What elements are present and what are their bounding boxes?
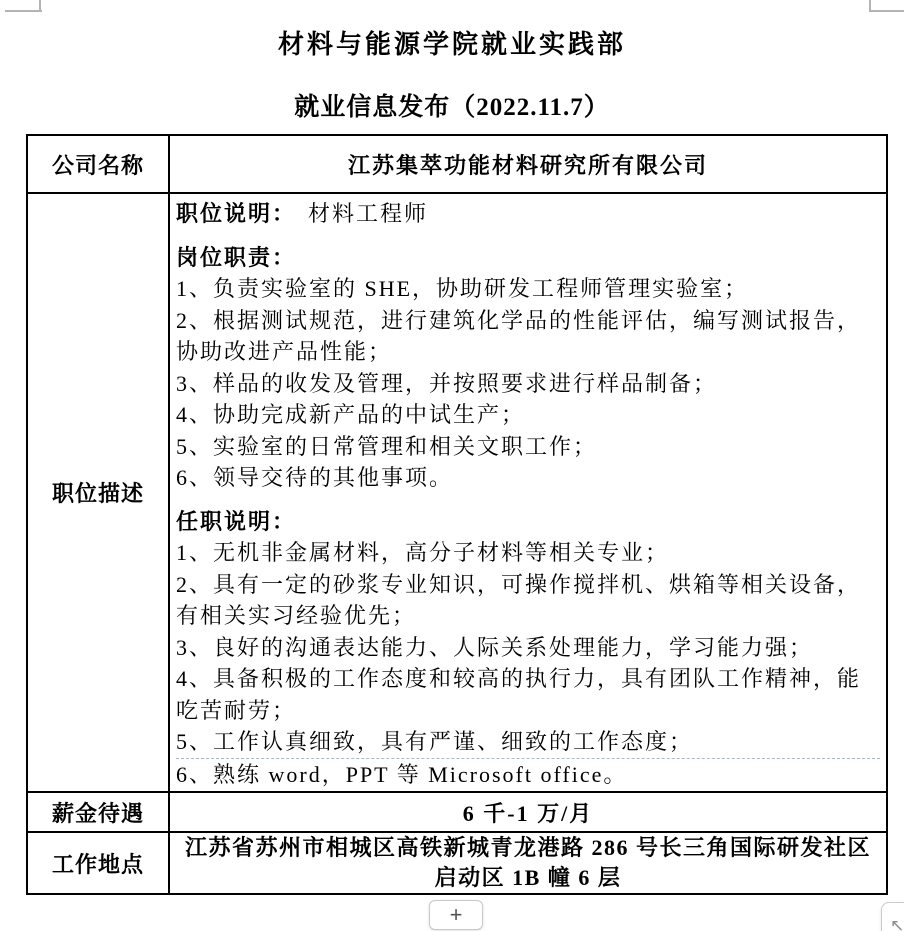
requirement-item: 2、具有一定的砂浆专业知识，可操作搅拌机、烘箱等相关设备，有相关实习经验优先； — [176, 571, 862, 628]
duties-heading: 岗位职责： — [176, 244, 297, 270]
document-subtitle: 就业信息发布（2022.11.7） — [294, 94, 610, 121]
duty-item: 5、实验室的日常管理和相关文职工作； — [176, 433, 598, 459]
corner-arrow-button[interactable] — [881, 902, 904, 931]
table-row-position — [28, 192, 886, 791]
add-page-button[interactable] — [429, 900, 483, 930]
requirement-item: 5、工作认真细致，具有严谨、细致的工作态度； — [176, 726, 880, 759]
salary-label: 薪金待遇 — [28, 793, 170, 831]
position-summary-value: 材料工程师 — [308, 201, 429, 226]
document-title: 材料与能源学院就业实践部 — [277, 30, 626, 59]
requirement-item: 3、良好的沟通表达能力、人际关系处理能力，学习能力强； — [176, 634, 814, 660]
duty-item: 6、领导交待的其他事项。 — [176, 465, 454, 490]
requirements-list — [176, 537, 880, 790]
company-name-value: 江苏集萃功能材料研究所有限公司 — [347, 152, 708, 178]
position-summary-line — [176, 198, 880, 230]
page-corner-mark-top-right-horizontal — [869, 10, 904, 12]
paragraph-gap — [176, 230, 880, 242]
page-corner-mark-top-left-horizontal — [5, 10, 42, 12]
requirements-heading: 任职说明： — [176, 508, 297, 534]
table-row-company — [28, 136, 886, 192]
duty-item: 3、样品的收发及管理，并按照要求进行样品制备； — [176, 370, 718, 396]
requirement-item: 6、熟练 word，PPT 等 Microsoft office。 — [176, 761, 628, 787]
table-row-salary — [28, 791, 886, 831]
job-info-table — [26, 134, 888, 895]
salary-value: 6 千-1 万/月 — [462, 800, 594, 826]
requirement-item: 1、无机非金属材料，高分子材料等相关专业； — [176, 540, 670, 565]
arrow-up-left-icon: ↖ — [890, 915, 904, 931]
duty-item: 4、协助完成新产品的中试生产； — [176, 402, 526, 427]
paragraph-gap — [176, 494, 880, 506]
table-row-location — [28, 831, 886, 893]
duty-item: 1、负责实验室的 SHE，协助研发工程师管理实验室； — [176, 276, 749, 301]
duties-list — [176, 273, 880, 494]
company-name-label: 公司名称 — [28, 136, 170, 192]
position-description-content — [170, 194, 886, 791]
duty-item: 2、根据测试规范，进行建筑化学品的性能评估，编写测试报告，协助改进产品性能； — [176, 307, 862, 364]
position-summary-label: 职位说明： — [176, 201, 297, 226]
location-value: 江苏省苏州市相城区高铁新城青龙港路 286 号长三角国际研发社区启动区 1B 幢 6 层 — [184, 835, 871, 890]
requirement-item: 4、具备积极的工作态度和较高的执行力，具有团队工作精神，能吃苦耐劳； — [176, 666, 862, 723]
position-description-label: 职位描述 — [28, 194, 170, 791]
location-label: 工作地点 — [28, 833, 170, 893]
plus-icon: + — [449, 902, 463, 927]
page-corner-mark-top-left-vertical — [39, 0, 41, 12]
